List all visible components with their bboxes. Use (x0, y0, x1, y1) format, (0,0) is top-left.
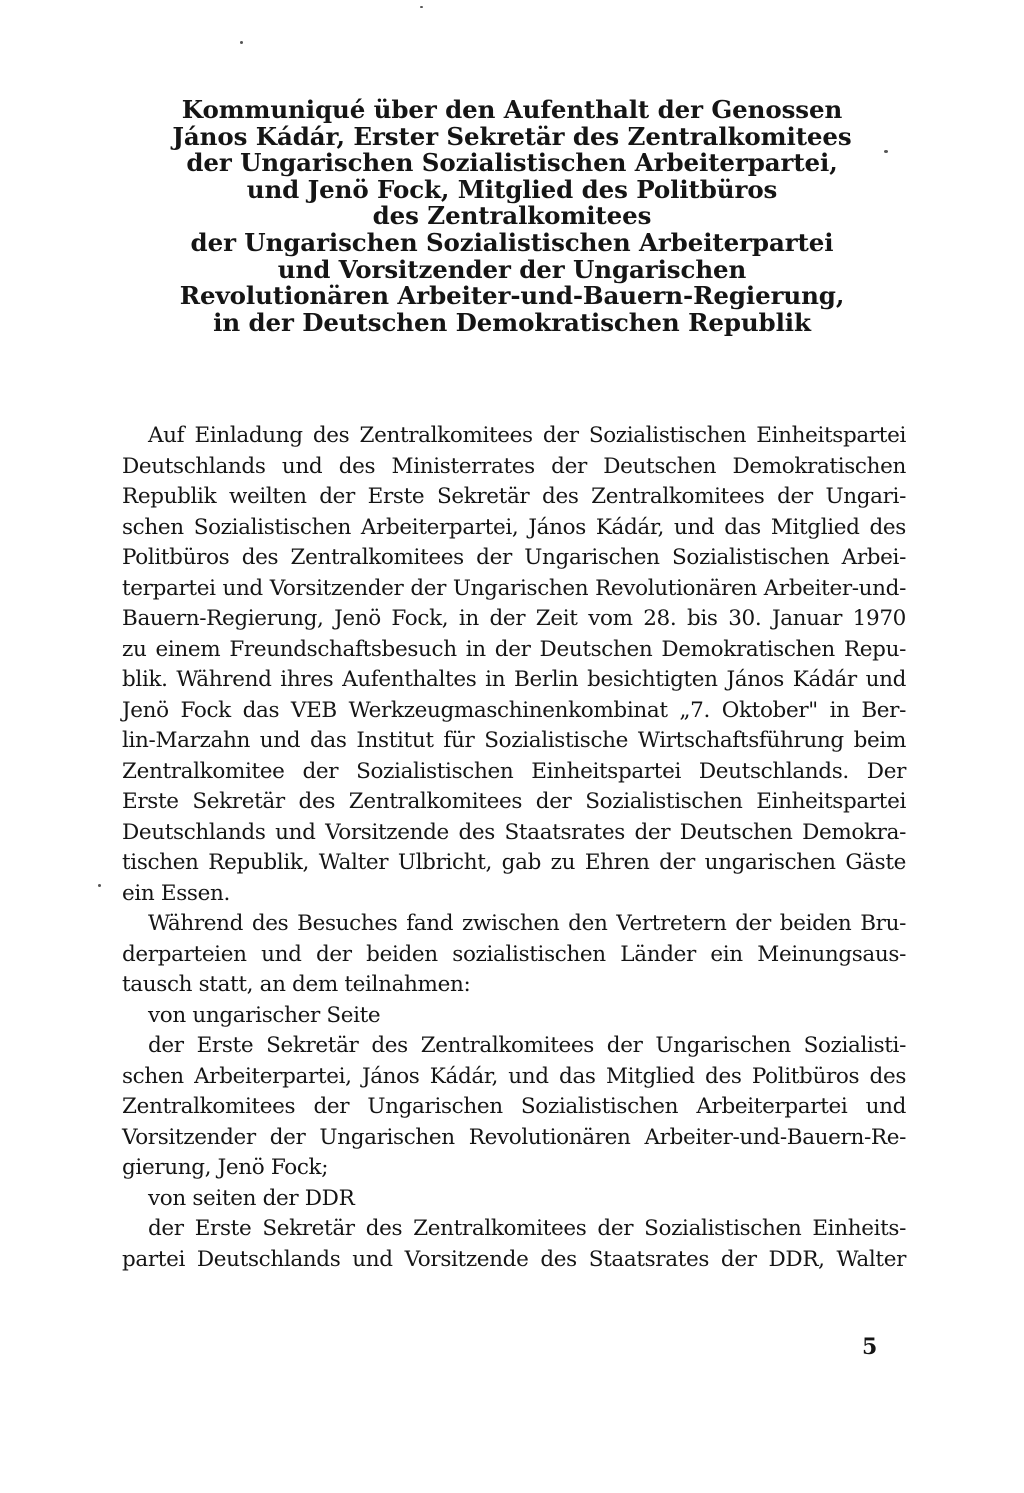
body-line: Bauern-Regierung, Jenö Fock, in der Zeit vom 28. bis 30. Januar 1970 (122, 606, 906, 631)
body-line: blik. Während ihres Aufenthaltes in Berlin besichtigten János Kádár und (122, 667, 906, 692)
body-line: Republik weilten der Erste Sekretär des Zentralkomitees der Ungari- (122, 484, 906, 509)
body-line: gierung, Jenö Fock; (122, 1155, 329, 1180)
title-line: und Vorsitzender der Ungarischen (277, 254, 747, 284)
body-line: schen Arbeiterpartei, János Kádár, und das Mitglied des Politbüros des (122, 1063, 906, 1089)
body-line: tausch statt, an dem teilnahmen: (122, 972, 471, 997)
body-line: partei Deutschlands und Vorsitzende des Staatsrates der DDR, Walter (122, 1246, 906, 1272)
body-line: terpartei und Vorsitzender der Ungarischen Revolutionären Arbeiter-und- (122, 575, 906, 601)
body-line: von ungarischer Seite (148, 1002, 381, 1028)
body-line: tischen Republik, Walter Ulbricht, gab zu Ehren der ungarischen Gäste (122, 850, 906, 875)
title-line: János Kádár, Erster Sekretär des Zentralkomitees (172, 121, 852, 151)
document-title (0, 97, 1024, 336)
body-line: zu einem Freundschaftsbesuch in der Deutschen Demokratischen Repu- (122, 636, 906, 662)
title-line: Kommuniqué über den Aufenthalt der Genossen (181, 95, 843, 124)
title-line: und Jenö Fock, Mitglied des Politbüros (246, 174, 778, 204)
body-line: schen Sozialistischen Arbeiterpartei, János Kádár, und das Mitglied des (122, 514, 906, 540)
body-line: Während des Besuches fand zwischen den Vertretern der beiden Bru- (148, 911, 906, 936)
document-body (122, 421, 906, 1275)
scan-speck (420, 6, 423, 8)
body-line: Zentralkomitees der Ungarischen Sozialistischen Arbeiterpartei und (122, 1094, 906, 1119)
title-line: der Ungarischen Sozialistischen Arbeiterpartei, (186, 148, 838, 178)
title-line: in der Deutschen Demokratischen Republik (213, 307, 811, 337)
body-line: Auf Einladung des Zentralkomitees der Sozialistischen Einheitspartei (148, 423, 906, 448)
body-line: Deutschlands und Vorsitzende des Staatsrates der Deutschen Demokra- (122, 819, 906, 845)
body-line: von seiten der DDR (148, 1185, 355, 1211)
body-line: ein Essen. (122, 880, 230, 906)
body-line: der Erste Sekretär des Zentralkomitees der Sozialistischen Einheits- (148, 1216, 906, 1241)
body-line: der Erste Sekretär des Zentralkomitees der Ungarischen Sozialisti- (148, 1033, 906, 1058)
title-line: Revolutionären Arbeiter-und-Bauern-Regierung, (179, 281, 845, 311)
body-line: Politbüros des Zentralkomitees der Ungarischen Sozialistischen Arbei- (122, 545, 906, 570)
body-line: lin-Marzahn und das Institut für Sozialistische Wirtschaftsführung beim (122, 728, 906, 753)
body-line: Vorsitzender der Ungarischen Revolutionären Arbeiter-und-Bauern-Re- (122, 1124, 906, 1150)
body-line: Jenö Fock das VEB Werkzeugmaschinenkombinat „7. Oktober" in Ber- (122, 697, 906, 723)
body-line: Deutschlands und des Ministerrates der Deutschen Demokratischen (122, 453, 906, 479)
page-number: 5 (862, 1334, 878, 1360)
scan-speck (240, 41, 243, 44)
body-line: Zentralkomitee der Sozialistischen Einheitspartei Deutschlands. Der (122, 758, 906, 784)
title-line: der Ungarischen Sozialistischen Arbeiterpartei (190, 227, 834, 257)
body-line: derparteien und der beiden sozialistischen Länder ein Meinungsaus- (122, 941, 906, 967)
title-line: des Zentralkomitees (372, 201, 652, 231)
scan-speck (98, 884, 101, 887)
body-line: Erste Sekretär des Zentralkomitees der Sozialistischen Einheitspartei (122, 789, 906, 814)
